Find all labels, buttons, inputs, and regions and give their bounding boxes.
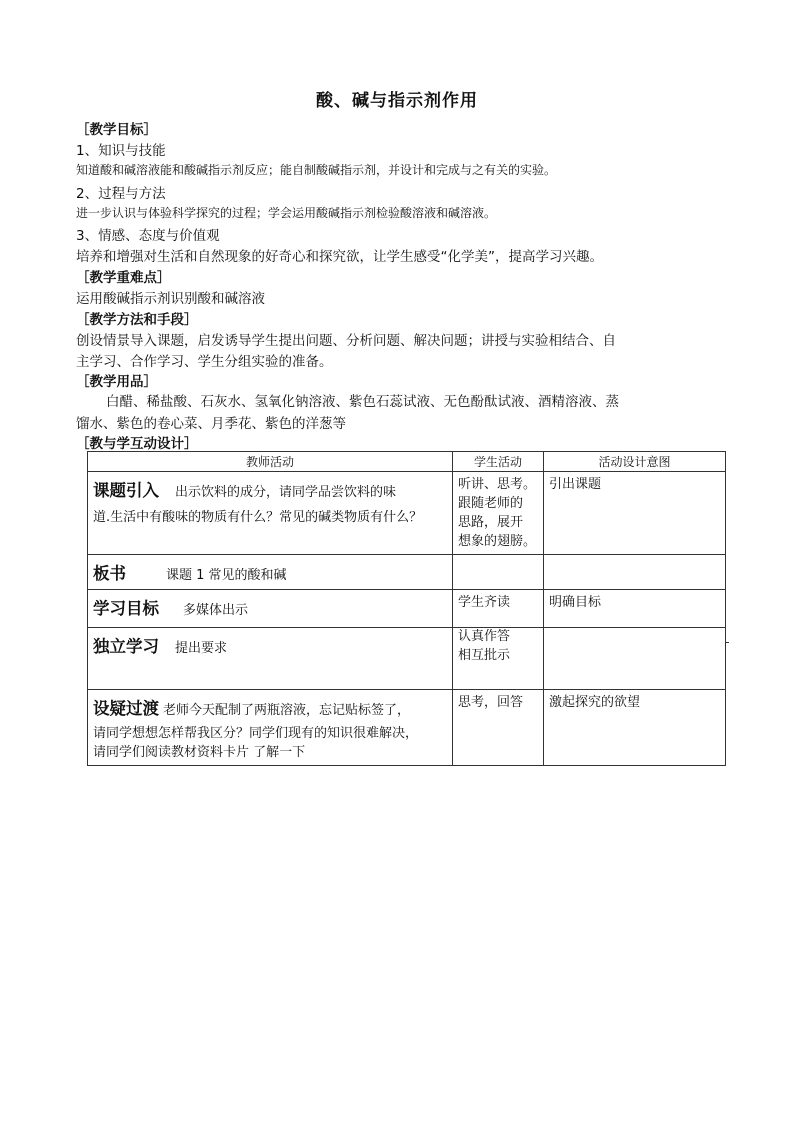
student-activity-line: 听讲、思考。	[458, 477, 537, 492]
step-title: 课题引入	[93, 481, 159, 500]
design-intent-cell: 明确目标	[544, 590, 726, 628]
step-title: 设疑过渡	[93, 699, 159, 718]
key-points-text: 运用酸碱指示剂识别酸和碱溶液	[76, 291, 265, 307]
step-title: 独立学习	[93, 637, 159, 656]
design-intent-cell	[544, 555, 726, 590]
step-title: 学习目标	[93, 599, 159, 618]
table-row	[88, 628, 726, 690]
table-header-row	[88, 452, 726, 472]
column-header-teacher: 教师活动	[88, 452, 453, 472]
document-title: 酸、碱与指示剂作用	[316, 91, 478, 111]
student-activity-line: 认真作答	[458, 629, 511, 644]
objective-2-label: 2、过程与方法	[76, 186, 166, 202]
student-activity-cell	[453, 590, 544, 628]
column-header-student: 学生活动	[453, 452, 544, 472]
table-rule-extension	[725, 642, 729, 643]
teacher-activity-text: 请同学们阅读教材资料卡片 了解一下	[93, 745, 306, 760]
design-intent-cell: 引出课题	[544, 472, 726, 555]
teacher-activity-cell	[88, 555, 453, 590]
table-row	[88, 690, 726, 766]
student-activity-line: 学生齐读	[458, 595, 511, 610]
teacher-activity-text: 提出要求	[175, 641, 228, 656]
teacher-activity-cell	[88, 690, 453, 766]
design-intent-cell: 激起探究的欲望	[544, 690, 726, 766]
objective-3-text: 培养和增强对生活和自然现象的好奇心和探究欲，让学生感受“化学美”，提高学习兴趣。	[76, 249, 603, 265]
teacher-activity-cell	[88, 590, 453, 628]
teacher-activity-text: 多媒体出示	[183, 603, 249, 618]
objective-1-label: 1、知识与技能	[76, 143, 166, 159]
student-activity-cell	[453, 628, 544, 690]
table-row	[88, 590, 726, 628]
objective-3-label: 3、情感、态度与价值观	[76, 228, 220, 244]
student-activity-cell	[453, 690, 544, 766]
materials-heading: ［教学用品］	[76, 374, 157, 390]
teacher-activity-text: 出示饮料的成分，请同学品尝饮料的味	[175, 485, 397, 500]
key-points-heading: ［教学重难点］	[76, 270, 171, 286]
teacher-activity-text: 请同学想想怎样帮我区分？同学们现有的知识很难解决，	[93, 726, 419, 741]
objective-2-text: 进一步认识与体验科学探究的过程；学会运用酸碱指示剂检验酸溶液和碱溶液。	[76, 206, 497, 220]
student-activity-line: 相互批示	[458, 648, 511, 663]
methods-heading: ［教学方法和手段］	[76, 312, 198, 328]
interaction-design-table	[87, 451, 726, 766]
objectives-heading: ［教学目标］	[76, 122, 157, 138]
methods-line-2: 主学习、合作学习、学生分组实验的准备。	[76, 354, 333, 370]
design-intent-cell	[544, 628, 726, 690]
objective-1-text: 知道酸和碱溶液能和酸碱指示剂反应；能自制酸碱指示剂，并设计和完成与之有关的实验。	[76, 163, 557, 177]
student-activity-line: 思路，展开	[458, 515, 524, 530]
step-title: 板书	[93, 564, 126, 583]
materials-line-2: 馏水、紫色的卷心菜、月季花、紫色的洋葱等	[76, 416, 346, 432]
materials-line-1: 白醋、稀盐酸、石灰水、氢氧化钠溶液、紫色石蕊试液、无色酚酞试液、酒精溶液、蒸	[106, 394, 619, 410]
student-activity-line: 想象的翅膀。	[458, 534, 537, 549]
teacher-activity-text: 课题 1 常见的酸和碱	[166, 568, 287, 583]
table-row	[88, 472, 726, 555]
table-row	[88, 555, 726, 590]
student-activity-line: 跟随老师的	[458, 496, 524, 511]
teacher-activity-text: 老师今天配制了两瓶溶液，忘记贴标签了，	[163, 703, 411, 718]
student-activity-line: 思考，回答	[458, 695, 524, 710]
column-header-intent: 活动设计意图	[544, 452, 726, 472]
design-heading: ［教与学互动设计］	[76, 436, 198, 452]
teacher-activity-cell	[88, 472, 453, 555]
teacher-activity-text: 道.生活中有酸味的物质有什么？常见的碱类物质有什么？	[93, 510, 423, 525]
methods-line-1: 创设情景导入课题，启发诱导学生提出问题、分析问题、解决问题；讲授与实验相结合、自	[76, 333, 616, 349]
teacher-activity-cell	[88, 628, 453, 690]
student-activity-cell	[453, 472, 544, 555]
student-activity-cell	[453, 555, 544, 590]
